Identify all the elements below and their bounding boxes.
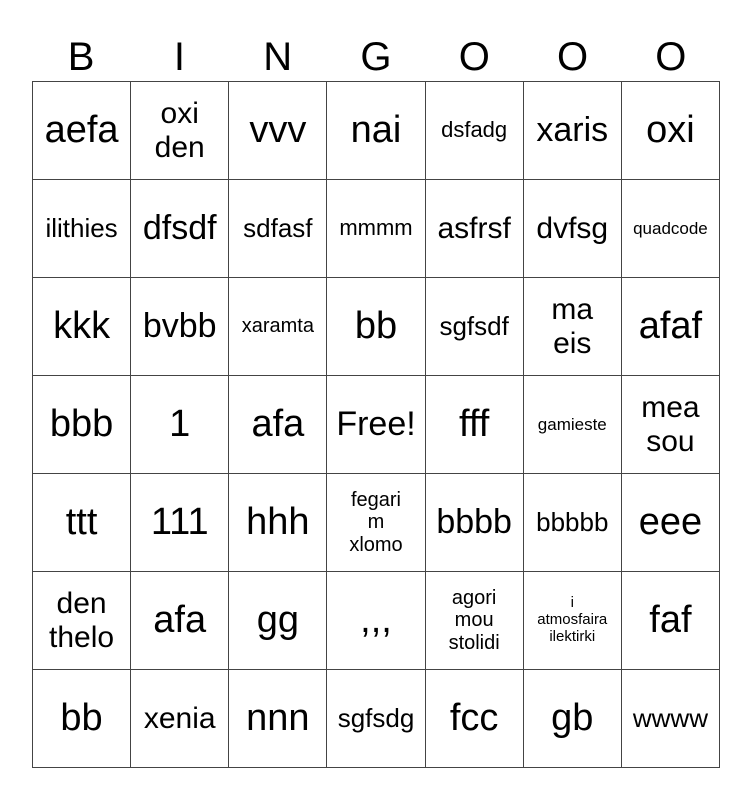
bingo-cell[interactable]: mea sou: [622, 376, 720, 474]
bingo-cell[interactable]: afaf: [622, 278, 720, 376]
bingo-cell[interactable]: dvfsg: [524, 180, 622, 278]
bingo-cell[interactable]: ilithies: [33, 180, 131, 278]
header-letter-i: I: [173, 35, 185, 79]
bingo-cell[interactable]: gg: [229, 572, 327, 670]
bingo-cell[interactable]: sgfsdg: [327, 670, 425, 768]
bingo-cell[interactable]: oxi den: [131, 82, 229, 180]
bingo-cell[interactable]: asfrsf: [426, 180, 524, 278]
bingo-cell[interactable]: wwww: [622, 670, 720, 768]
bingo-cell[interactable]: aefa: [33, 82, 131, 180]
bingo-cell[interactable]: nai: [327, 82, 425, 180]
bingo-cell[interactable]: afa: [131, 572, 229, 670]
bingo-cell[interactable]: dfsdf: [131, 180, 229, 278]
bingo-cell[interactable]: quadcode: [622, 180, 720, 278]
header-letter-n: N: [263, 35, 293, 79]
bingo-cell[interactable]: faf: [622, 572, 720, 670]
bingo-cell[interactable]: dsfadg: [426, 82, 524, 180]
bingo-cell[interactable]: fff: [426, 376, 524, 474]
bingo-card-grid: [32, 81, 720, 768]
bingo-cell[interactable]: afa: [229, 376, 327, 474]
header-letter-b: B: [67, 35, 95, 79]
bingo-cell[interactable]: sgfsdf: [426, 278, 524, 376]
bingo-cell[interactable]: den thelo: [33, 572, 131, 670]
bingo-cell[interactable]: 1: [131, 376, 229, 474]
bingo-cell[interactable]: bb: [33, 670, 131, 768]
bingo-cell[interactable]: nnn: [229, 670, 327, 768]
bingo-cell[interactable]: 111: [131, 474, 229, 572]
bingo-cell[interactable]: eee: [622, 474, 720, 572]
bingo-cell[interactable]: bb: [327, 278, 425, 376]
bingo-cell[interactable]: ,,,: [327, 572, 425, 670]
bingo-cell[interactable]: agori mou stolidi: [426, 572, 524, 670]
bingo-cell[interactable]: ma eis: [524, 278, 622, 376]
bingo-cell[interactable]: xaris: [524, 82, 622, 180]
bingo-cell[interactable]: fcc: [426, 670, 524, 768]
bingo-cell[interactable]: xenia: [131, 670, 229, 768]
bingo-cell[interactable]: mmmm: [327, 180, 425, 278]
bingo-cell[interactable]: xaramta: [229, 278, 327, 376]
bingo-header: [32, 32, 720, 82]
bingo-cell free-space[interactable]: Free!: [327, 376, 425, 474]
bingo-cell[interactable]: fegari m xlomo: [327, 474, 425, 572]
bingo-cell[interactable]: sdfasf: [229, 180, 327, 278]
bingo-cell[interactable]: gamieste: [524, 376, 622, 474]
bingo-cell[interactable]: gb: [524, 670, 622, 768]
bingo-cell[interactable]: ttt: [33, 474, 131, 572]
bingo-cell[interactable]: bbbb: [426, 474, 524, 572]
header-letter-o-1: O: [458, 35, 490, 79]
bingo-cell[interactable]: kkk: [33, 278, 131, 376]
bingo-cell[interactable]: vvv: [229, 82, 327, 180]
bingo-cell[interactable]: hhh: [229, 474, 327, 572]
bingo-cell[interactable]: bbb: [33, 376, 131, 474]
bingo-cell[interactable]: oxi: [622, 82, 720, 180]
bingo-cell[interactable]: i atmosfaira ilektirki: [524, 572, 622, 670]
bingo-cell[interactable]: bvbb: [131, 278, 229, 376]
header-letter-o-2: O: [556, 35, 589, 79]
bingo-cell[interactable]: bbbbb: [524, 474, 622, 572]
header-letter-g: G: [360, 35, 392, 79]
header-letter-o-3: O: [655, 35, 687, 79]
